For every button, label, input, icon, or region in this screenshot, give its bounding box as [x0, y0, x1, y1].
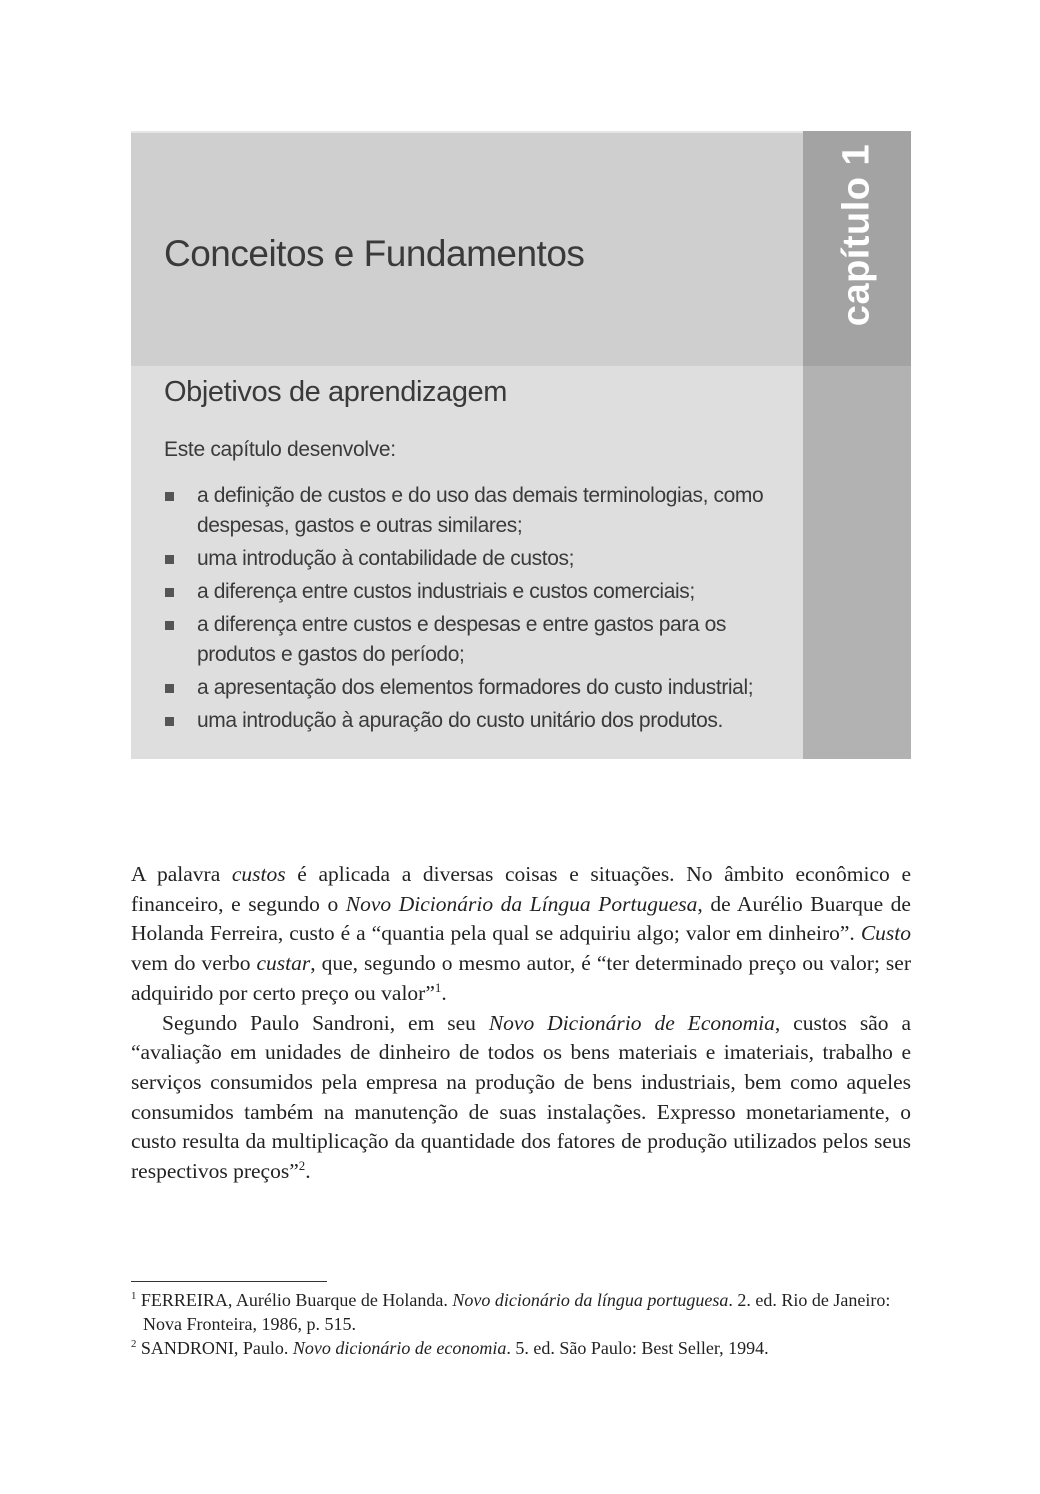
objective-item [164, 577, 784, 607]
objectives-list [164, 481, 784, 739]
square-bullet-icon [165, 717, 174, 726]
objective-item [164, 610, 784, 670]
chapter-label: capítulo 1 [835, 143, 878, 327]
footnotes [131, 1288, 911, 1360]
objective-text: uma introdução à contabilidade de custos; [197, 547, 575, 570]
square-bullet-icon [165, 621, 174, 630]
square-bullet-icon [165, 684, 174, 693]
square-bullet-icon [165, 555, 174, 564]
italic-book-title: Novo Dicionário de Economia [488, 1010, 775, 1035]
footnote-text: . 2. ed. Rio de Janeiro: Nova Fronteira, 1986, p. 515. [143, 1290, 891, 1334]
objective-text: a definição de custos e do uso das demais terminologias, como despesas, gastos e outras similares; [197, 484, 764, 537]
paragraph-2 [131, 1009, 911, 1187]
objectives-intro: Este capítulo desenvolve: [164, 438, 396, 461]
footnote-ref: 2 [298, 1158, 306, 1173]
text-run: vem do verbo [131, 951, 257, 976]
italic-book-title: Novo Dicionário da Língua Portuguesa [345, 891, 698, 916]
text-run: A palavra [131, 862, 232, 886]
chapter-title: Conceitos e Fundamentos [164, 233, 585, 274]
footnote-text: . 5. ed. São Paulo: Best Seller, 1994. [506, 1338, 769, 1358]
objective-text: a diferença entre custos e despesas e entre gastos para os produtos e gastos do período; [197, 613, 726, 666]
footnote-2 [131, 1336, 911, 1360]
footnote-text: SANDRONI, Paulo. [136, 1338, 293, 1358]
objective-text: a diferença entre custos industriais e custos comerciais; [197, 580, 695, 603]
text-run: , de Aurélio Buarque de Holanda Ferreira, custo é a “quantia pela qual se adquiriu algo; valor em dinheiro”. [131, 891, 911, 946]
objective-item [164, 544, 784, 574]
objectives-panel [131, 366, 803, 759]
objectives-heading: Objetivos de aprendizagem [164, 376, 508, 408]
footnote-title: Novo dicionário de economia [292, 1338, 507, 1358]
objective-text: a apresentação dos elementos formadores do custo industrial; [197, 676, 754, 699]
italic-term: Custo [860, 921, 911, 946]
footnote-ref: 1 [434, 980, 442, 995]
title-band [131, 131, 803, 366]
text-run: . [305, 1159, 311, 1184]
chapter-header-box [131, 131, 911, 759]
objective-item [164, 673, 784, 703]
text-run: . [441, 980, 447, 1005]
footnote-title: Novo dicionário da língua portuguesa [452, 1290, 729, 1310]
objective-item [164, 706, 784, 736]
footnote-number: 1 [131, 1290, 137, 1302]
footnote-text: FERREIRA, Aurélio Buarque de Holanda. [136, 1290, 453, 1310]
footnote-1 [131, 1288, 911, 1336]
chapter-tab-extension [803, 366, 911, 759]
italic-term: custar [256, 951, 311, 976]
objective-text: uma introdução à apuração do custo unitário dos produtos. [197, 709, 723, 732]
text-run: é aplicada a diversas coisas e situações. No âmbito econômico e financeiro, e segundo o [131, 862, 911, 916]
text-run: , que, segundo o mesmo autor, é “ter determinado preço ou valor; ser adquirido por certo preço ou valor” [131, 951, 912, 1005]
paragraph-1 [131, 860, 911, 1009]
chapter-tab [803, 131, 911, 366]
footnote-divider [131, 1281, 327, 1282]
square-bullet-icon [165, 492, 174, 501]
footnote-number: 2 [131, 1338, 137, 1350]
body-text [131, 860, 911, 1187]
text-run: , custos são a “avaliação em unidades de dinheiro de todos os bens materiais e imateriais, trabalho e serviços consumidos pela empresa na produção de bens industriais, bem como aqueles consumidos também na manutenção de suas instalações. Expresso monetariamente, o custo resulta da multiplicação da quantidade dos fatores de produção utilizados pelos seus respectivos preços” [131, 1010, 911, 1184]
italic-term: custos [231, 862, 286, 886]
square-bullet-icon [165, 588, 174, 597]
text-run: Segundo Paulo Sandroni, em seu [162, 1010, 489, 1035]
objective-item [164, 481, 784, 541]
